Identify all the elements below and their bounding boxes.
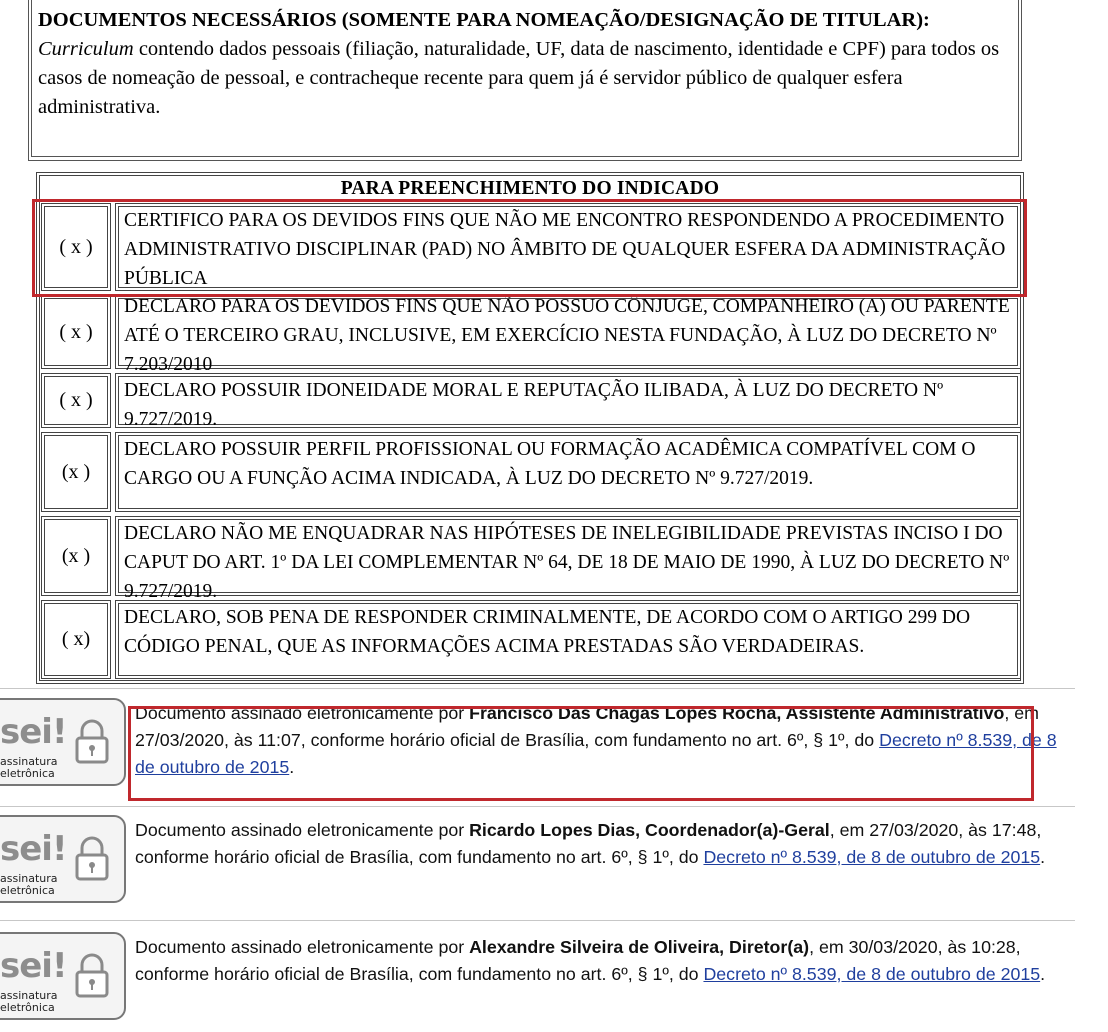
decree-link[interactable]: Decreto nº 8.539, de 8 de outubro de 2015 xyxy=(703,964,1041,984)
declaration-check-cell xyxy=(41,373,111,428)
declaration-row xyxy=(41,203,1021,291)
signature-block xyxy=(0,932,1108,1032)
lock-icon xyxy=(72,835,112,883)
declaration-text: CERTIFICO PARA OS DEVIDOS FINS QUE NÃO ME ENCONTRO RESPONDENDO A PROCEDIMENTO ADMINISTRATIVO DISCIPLINAR (PAD) NO ÂMBITO DE QUALQUER ESFERA DA ADMINISTRAÇÃO PÚBLICA xyxy=(124,210,1006,289)
sei-caption: assinatura eletrônica xyxy=(0,872,58,897)
declaration-text: DECLARO POSSUIR IDONEIDADE MORAL E REPUTAÇÃO ILIBADA, À LUZ DO DECRETO Nº 9.727/2019. xyxy=(124,380,944,430)
declaration-check-cell xyxy=(41,516,111,596)
required-documents-box xyxy=(28,0,1022,161)
declaration-check-cell xyxy=(41,432,111,512)
declaration-check-cell xyxy=(41,203,111,291)
declaration-check-mark: (x ) xyxy=(61,460,91,483)
declaration-check-cell xyxy=(41,600,111,679)
separator-line xyxy=(0,688,1075,689)
sei-logo: sei! xyxy=(0,712,67,752)
required-documents-body xyxy=(38,35,1014,122)
separator-line xyxy=(0,806,1075,807)
declaration-row xyxy=(41,295,1021,375)
sei-logo: sei! xyxy=(0,946,67,986)
declaration-check-mark: ( x ) xyxy=(59,235,93,258)
curriculum-word: Curriculum xyxy=(38,38,134,60)
declaration-text: DECLARO, SOB PENA DE RESPONDER CRIMINALMENTE, DE ACORDO COM O ARTIGO 299 DO CÓDIGO PENAL, QUE AS INFORMAÇÕES ACIMA PRESTADAS SÃO VERDADEIRAS. xyxy=(124,607,971,657)
signature-block xyxy=(0,698,1108,798)
declarations-table xyxy=(36,172,1024,684)
sei-caption: assinatura eletrônica xyxy=(0,989,58,1014)
declarations-heading: PARA PREENCHIMENTO DO INDICADO xyxy=(340,178,720,199)
declaration-text-cell xyxy=(115,516,1021,602)
declaration-row xyxy=(41,516,1021,602)
declaration-text-cell xyxy=(115,203,1021,291)
sei-logo: sei! xyxy=(0,829,67,869)
declaration-text-cell xyxy=(115,432,1021,512)
signer-name: Francisco Das Chagas Lopes Rocha, Assistente Administrativo xyxy=(469,703,1005,723)
sei-seal xyxy=(0,698,126,786)
decree-link[interactable]: Decreto nº 8.539, de 8 de outubro de 2015 xyxy=(703,847,1041,867)
declaration-row xyxy=(41,373,1021,428)
sei-seal xyxy=(0,932,126,1020)
lock-icon xyxy=(72,718,112,766)
declaration-check-mark: (x ) xyxy=(61,544,91,567)
required-documents-text xyxy=(38,6,1014,122)
declaration-row xyxy=(41,600,1021,679)
declaration-text: DECLARO POSSUIR PERFIL PROFISSIONAL OU FORMAÇÃO ACADÊMICA COMPATÍVEL COM O CARGO OU A FUNÇÃO ACIMA INDICADA, À LUZ DO DECRETO Nº 9.727/2019. xyxy=(124,439,976,489)
declaration-text-cell xyxy=(115,600,1021,679)
decree-link[interactable]: Decreto nº 8.539, de 8 de outubro de 2015 xyxy=(135,730,1057,777)
signature-block xyxy=(0,815,1108,915)
declaration-check-cell xyxy=(41,295,111,369)
lock-icon xyxy=(72,952,112,1000)
declaration-check-mark: ( x ) xyxy=(59,320,93,343)
sei-caption: assinatura eletrônica xyxy=(0,755,58,780)
signature-text: Documento assinado eletronicamente por Francisco Das Chagas Lopes Rocha, Assistente Administrativo, em 27/03/2020, às 11:07, conforme horário oficial de Brasília, com fundamento no art. 6º, § 1º, do Decreto nº 8.539, de 8 de outubro de 2015. xyxy=(135,703,1057,777)
sei-seal xyxy=(0,815,126,903)
declaration-check-mark: ( x) xyxy=(61,628,91,650)
declaration-text-cell xyxy=(115,295,1021,375)
declaration-text: DECLARO NÃO ME ENQUADRAR NAS HIPÓTESES DE INELEGIBILIDADE PREVISTAS INCISO I DO CAPUT DO ART. 1º DA LEI COMPLEMENTAR Nº 64, DE 18 DE MAIO DE 1990, À LUZ DO DECRETO Nº 9.727/2019. xyxy=(124,523,1010,602)
declaration-check-mark: ( x ) xyxy=(59,389,93,411)
signature-text: Documento assinado eletronicamente por Ricardo Lopes Dias, Coordenador(a)-Geral, em 27/03/2020, às 17:48, conforme horário oficial de Brasília, com fundamento no art. 6º, § 1º, do Decreto nº 8.539, de 8 de outubro de 2015. xyxy=(135,820,1046,867)
separator-line xyxy=(0,920,1075,921)
required-documents-description: contendo dados pessoais (filiação, naturalidade, UF, data de nascimento, identidade e CPF) para todos os casos de nomeação de pessoal, e contracheque recente para quem já é servidor público de qualquer esfera administrativa. xyxy=(38,38,1000,118)
declaration-row xyxy=(41,432,1021,512)
signature-text: Documento assinado eletronicamente por Alexandre Silveira de Oliveira, Diretor(a), em 30/03/2020, às 10:28, conforme horário oficial de Brasília, com fundamento no art. 6º, § 1º, do Decreto nº 8.539, de 8 de outubro de 2015. xyxy=(135,937,1046,984)
declaration-text-cell xyxy=(115,373,1021,428)
required-documents-title: DOCUMENTOS NECESSÁRIOS (SOMENTE PARA NOMEAÇÃO/DESIGNAÇÃO DE TITULAR): xyxy=(38,9,930,31)
signer-name: Alexandre Silveira de Oliveira, Diretor(a) xyxy=(469,937,810,957)
signer-name: Ricardo Lopes Dias, Coordenador(a)-Geral xyxy=(469,820,830,840)
declaration-text: DECLARO PARA OS DEVIDOS FINS QUE NÃO POSSUO CÔNJUGE, COMPANHEIRO (A) OU PARENTE ATÉ O TERCEIRO GRAU, INCLUSIVE, EM EXERCÍCIO NESTA FUNDAÇÃO, À LUZ DO DECRETO Nº 7.203/2010 xyxy=(124,296,1010,375)
